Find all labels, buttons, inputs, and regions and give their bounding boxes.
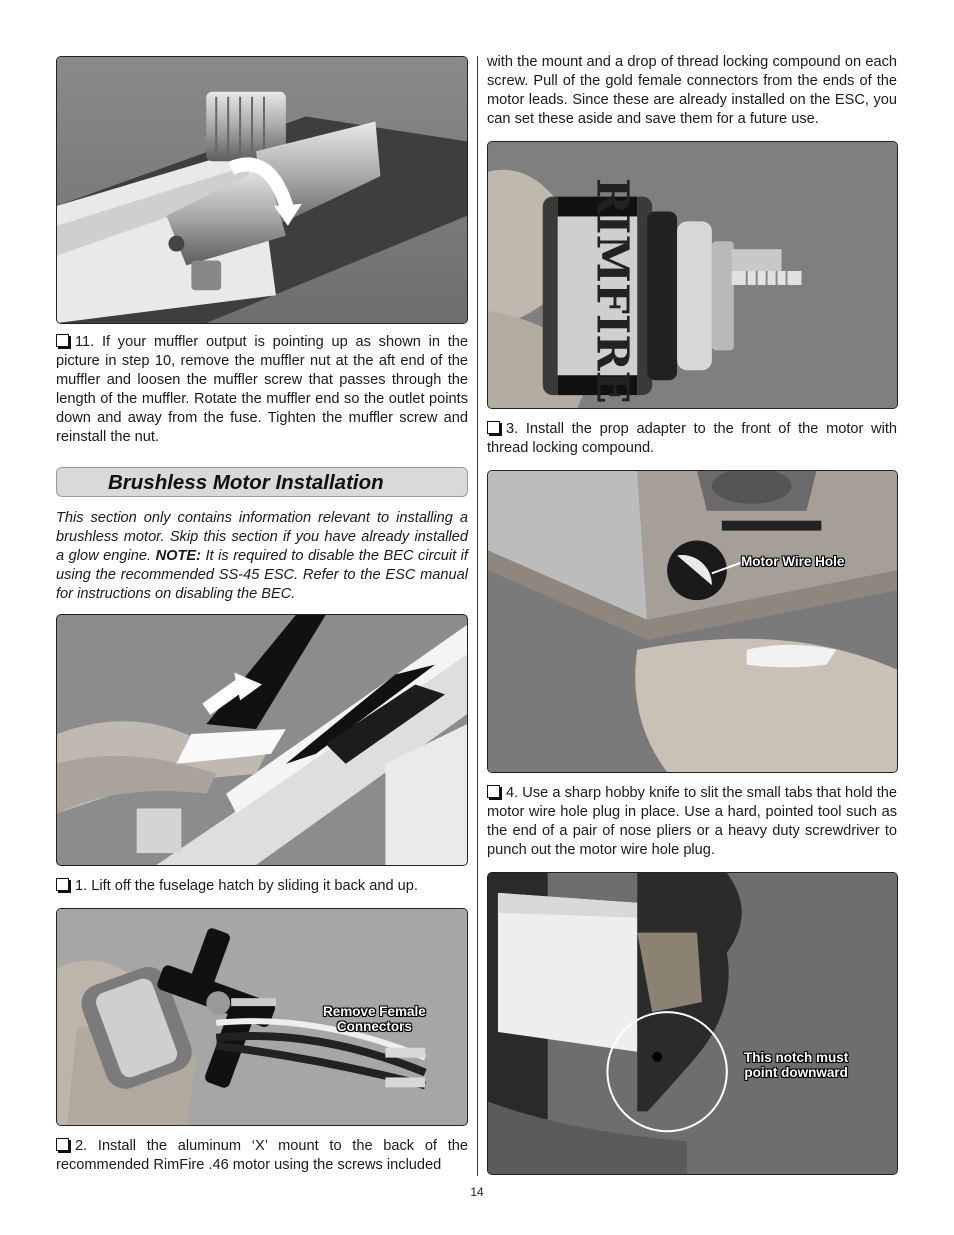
step-2-continued-paragraph (487, 53, 897, 129)
step-11-text: 11. If your muffler output is pointing up as shown in the picture in step 10, remove the muffler nut at the aft end of the muffler and loosen the muffler screw that passes through the length of the muffler. Rotate the muffler end so the outlet points down and away from the fuse. Tighten the muffler screw and reinstall the nut. (56, 334, 468, 445)
step-1-text: 1. Lift off the fuselage hatch by sliding it back and up. (75, 878, 418, 894)
step-11-paragraph (56, 333, 468, 447)
callout-motor-wire-hole: Motor Wire Hole (741, 554, 845, 569)
column-divider (477, 56, 478, 1176)
step-4-paragraph (487, 784, 897, 860)
intro-text-a: This section only contains information relevant to installing a brushless motor. Skip this section if you have already installed a glow engine. (56, 510, 468, 564)
step-1-paragraph (56, 877, 468, 896)
photo-firewall-notch (487, 872, 898, 1175)
callout-notch-downward: This notch must point downward (744, 1050, 849, 1080)
step-2-text: 2. Install the aluminum ‘X’ mount to the back of the recommended RimFire .46 motor using the screws included (56, 1138, 468, 1173)
photo-muffler-rotation (56, 56, 468, 324)
checkbox-icon[interactable] (56, 878, 69, 891)
section-header-bar (56, 467, 468, 497)
page-number: 14 (470, 1185, 484, 1199)
photo-x-mount-motor (56, 908, 468, 1126)
checkbox-icon[interactable] (56, 334, 69, 347)
step-4-text: 4. Use a sharp hobby knife to slit the small tabs that hold the motor wire hole plug in place. Use a hard, pointed tool such as the end of a pair of nose pliers or a heavy duty screwdriver to punch out the motor wire hole plug. (487, 785, 897, 858)
intro-text-b: It is required to disable the BEC circuit if using the recommended SS-45 ESC. Refer to the ESC manual for instructions on disabling the BEC. (56, 548, 468, 602)
photo-prop-adapter (487, 141, 898, 409)
checkbox-icon[interactable] (487, 785, 500, 798)
intro-note-label: NOTE: (155, 548, 201, 564)
checkbox-icon[interactable] (487, 421, 500, 434)
photo-fuselage-hatch (56, 614, 468, 866)
photo-motor-wire-hole (487, 470, 898, 773)
step-2-continued-text: with the mount and a drop of thread locking compound on each screw. Pull of the gold female connectors from the ends of the motor leads. Since these are already installed on the ESC, you can set these aside and save them for a future use. (487, 54, 897, 127)
step-2-paragraph (56, 1137, 468, 1175)
section-title: Brushless Motor Installation (108, 471, 384, 494)
motor-brand-label: RIMFIRE (586, 177, 638, 404)
checkbox-icon[interactable] (56, 1138, 69, 1151)
step-3-paragraph (487, 420, 897, 458)
callout-remove-female-connectors: Remove Female Connectors (323, 1004, 426, 1034)
section-intro (56, 509, 468, 604)
step-3-text: 3. Install the prop adapter to the front of the motor with thread locking compound. (487, 421, 897, 456)
